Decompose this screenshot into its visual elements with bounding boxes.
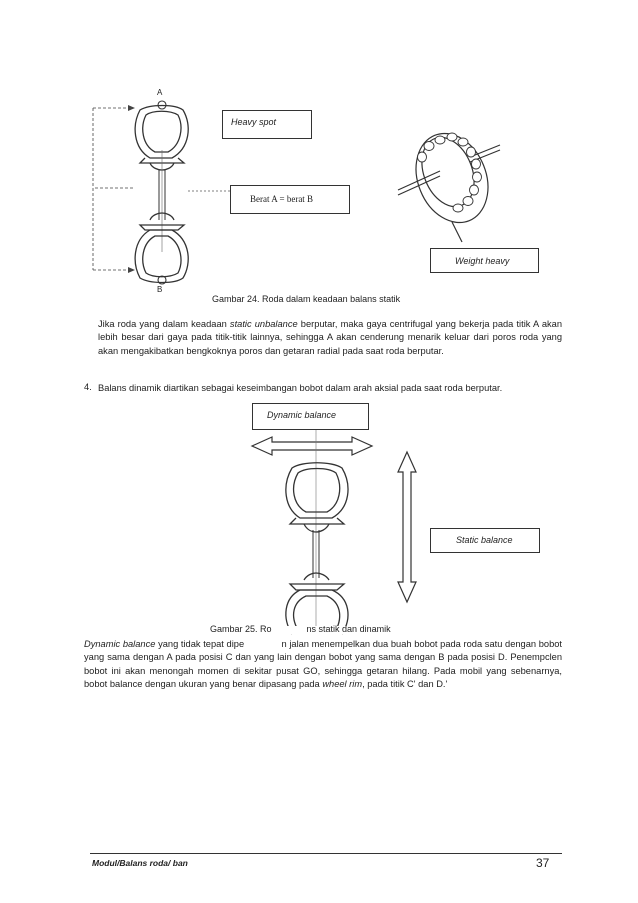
heavy-spot-box [222,110,312,139]
page-number: 37 [536,856,550,870]
paragraph-1-start: Jika roda yang dalam keadaan [98,319,230,329]
static-balance-box [430,528,540,553]
paragraph-2-em-wheel-rim: wheel rim [322,679,363,690]
berat-label: Berat A = berat B [250,194,314,204]
paragraph-2 [84,638,565,692]
paragraph-1-em: static unbalance [229,319,298,329]
dynamic-balance-box [252,403,369,430]
weight-heavy-label: Weight heavy [455,256,510,266]
heavy-spot-label: Heavy spot [231,117,277,127]
dynamic-balance-label: Dynamic balance [267,410,337,420]
paragraph-2-part1: yang tidak tepat dipe n jalan menempelkan dua buah bobot pada roda satu dengan bobot yang sama dengan A pada posisi C dan yang lain dengan bobot yang sama dengan B pada posisi D. Penempclen bobot ini akan menongah momen di sekitar pusat GO, sehingga getaran hilang. Pada mobil yang sebenarnya, bobot balance dengan ukuran yang benar dipasang pada [84,639,565,690]
figure-25-caption: Gambar 25. Ro ns statik dan dinamik [210,624,391,634]
footer-module: Modul/Balans roda/ ban [92,858,188,868]
static-balance-label: Static balance [456,535,513,545]
weight-heavy-box [430,248,539,273]
item-4-number: 4. [84,382,92,392]
label-b: B [157,285,163,294]
paragraph-2-part2: , pada titik C' dan D.' [362,679,448,690]
label-a: A [157,88,163,97]
paragraph-1-rest: berputar, maka gaya centrifugal yang bekerja pada titik A akan lebih besar dari gaya pada titik-titik lainnya, sehingga A akan cenderung menarik keluar dari poros roda yang akan mengakibatkan bengkoknya poros dan getaran radial pada saat roda berputar. [98,319,562,356]
footer-divider [90,853,562,854]
figure-24-caption: Gambar 24. Roda dalam keadaan balans statik [212,294,401,304]
berat-box [230,185,350,214]
paragraph-1 [98,318,562,358]
paragraph-2-em-dynamic: Dynamic balance [84,639,156,649]
item-4-text: Balans dinamik diartikan sebagai keseimbangan bobot dalam arah aksial pada saat roda berputar. [98,383,503,393]
